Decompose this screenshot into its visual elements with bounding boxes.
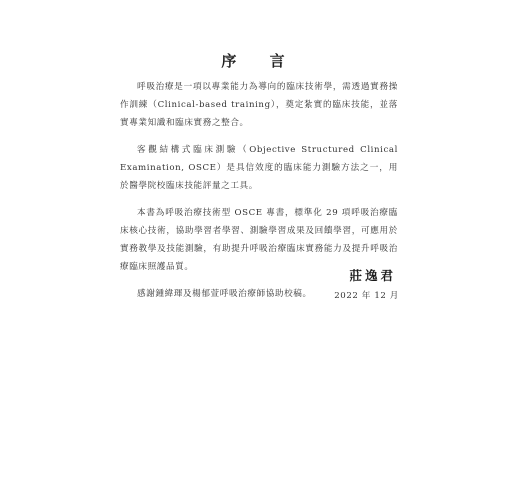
preface-title: 序 言 (221, 52, 299, 70)
paragraph-1: 呼吸治療是一項以專業能力為導向的臨床技術學，需透過實務操作訓練（Clinical-based training），奠定紮實的臨床技能，並落實專業知識和臨床實務之整合。 (120, 82, 398, 128)
author-signature: 莊逸君 (349, 268, 396, 283)
paragraph-2: 客觀結構式臨床測驗（Objective Structured Clinical Examination, OSCE）是具信效度的臨床能力測驗方法之一，用於醫學院校臨床技能評量之工具。 (120, 145, 398, 191)
preface-date: 2022 年 12 月 (334, 291, 399, 301)
paragraph-4: 感謝鍾緯琿及楊郁萱呼吸治療師協助校稿。 (137, 289, 312, 299)
paragraph-3: 本書為呼吸治療技術型 OSCE 專書，標準化 29 項呼吸治療臨床核心技術，協助學習者學習、測驗學習成果及回饋學習，可應用於實務教學及技能測驗，有助提升呼吸治療臨床實務能力及提升呼吸治療臨床照護品質。 (120, 208, 398, 272)
